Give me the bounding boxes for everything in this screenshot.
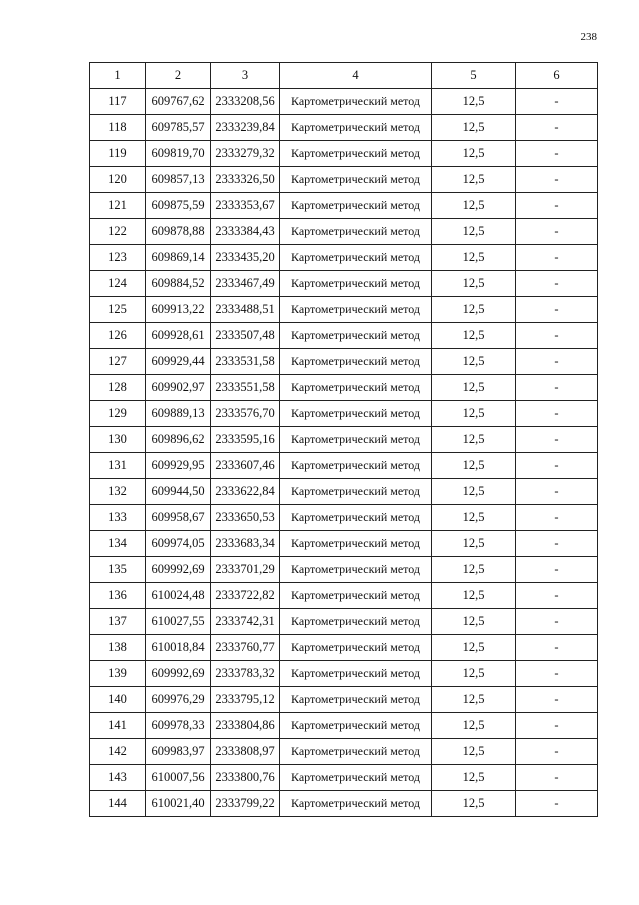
y-coordinate-cell: 2333488,51 <box>211 297 280 323</box>
method-cell: Картометрический метод <box>280 739 432 765</box>
accuracy-cell: 12,5 <box>432 739 516 765</box>
table-row <box>90 167 598 193</box>
x-coordinate-cell: 609944,50 <box>146 479 211 505</box>
x-coordinate-cell: 609913,22 <box>146 297 211 323</box>
accuracy-cell: 12,5 <box>432 193 516 219</box>
description-cell: - <box>516 297 598 323</box>
accuracy-cell: 12,5 <box>432 583 516 609</box>
x-coordinate-cell: 609889,13 <box>146 401 211 427</box>
accuracy-cell: 12,5 <box>432 531 516 557</box>
table-row <box>90 245 598 271</box>
y-coordinate-cell: 2333742,31 <box>211 609 280 635</box>
point-number-cell: 130 <box>90 427 146 453</box>
x-coordinate-cell: 609992,69 <box>146 661 211 687</box>
description-cell: - <box>516 193 598 219</box>
accuracy-cell: 12,5 <box>432 375 516 401</box>
method-cell: Картометрический метод <box>280 89 432 115</box>
description-cell: - <box>516 401 598 427</box>
accuracy-cell: 12,5 <box>432 609 516 635</box>
method-cell: Картометрический метод <box>280 687 432 713</box>
accuracy-cell: 12,5 <box>432 557 516 583</box>
y-coordinate-cell: 2333551,58 <box>211 375 280 401</box>
header-cell: 1 <box>90 63 146 89</box>
y-coordinate-cell: 2333683,34 <box>211 531 280 557</box>
point-number-cell: 134 <box>90 531 146 557</box>
accuracy-cell: 12,5 <box>432 89 516 115</box>
point-number-cell: 140 <box>90 687 146 713</box>
method-cell: Картометрический метод <box>280 245 432 271</box>
y-coordinate-cell: 2333595,16 <box>211 427 280 453</box>
method-cell: Картометрический метод <box>280 713 432 739</box>
point-number-cell: 137 <box>90 609 146 635</box>
description-cell: - <box>516 479 598 505</box>
method-cell: Картометрический метод <box>280 557 432 583</box>
y-coordinate-cell: 2333607,46 <box>211 453 280 479</box>
header-cell: 2 <box>146 63 211 89</box>
y-coordinate-cell: 2333531,58 <box>211 349 280 375</box>
table-row <box>90 687 598 713</box>
table-row <box>90 375 598 401</box>
y-coordinate-cell: 2333722,82 <box>211 583 280 609</box>
table-row <box>90 141 598 167</box>
y-coordinate-cell: 2333808,97 <box>211 739 280 765</box>
table-row <box>90 661 598 687</box>
accuracy-cell: 12,5 <box>432 479 516 505</box>
table-row <box>90 401 598 427</box>
accuracy-cell: 12,5 <box>432 167 516 193</box>
point-number-cell: 141 <box>90 713 146 739</box>
y-coordinate-cell: 2333326,50 <box>211 167 280 193</box>
table-row <box>90 739 598 765</box>
method-cell: Картометрический метод <box>280 791 432 817</box>
x-coordinate-cell: 609929,44 <box>146 349 211 375</box>
table-row <box>90 531 598 557</box>
method-cell: Картометрический метод <box>280 765 432 791</box>
table-row <box>90 453 598 479</box>
y-coordinate-cell: 2333701,29 <box>211 557 280 583</box>
method-cell: Картометрический метод <box>280 479 432 505</box>
description-cell: - <box>516 219 598 245</box>
description-cell: - <box>516 375 598 401</box>
method-cell: Картометрический метод <box>280 115 432 141</box>
table-row <box>90 505 598 531</box>
table-row <box>90 557 598 583</box>
description-cell: - <box>516 713 598 739</box>
y-coordinate-cell: 2333208,56 <box>211 89 280 115</box>
method-cell: Картометрический метод <box>280 141 432 167</box>
x-coordinate-cell: 609983,97 <box>146 739 211 765</box>
method-cell: Картометрический метод <box>280 583 432 609</box>
header-row <box>90 63 598 89</box>
accuracy-cell: 12,5 <box>432 765 516 791</box>
table-row <box>90 349 598 375</box>
point-number-cell: 133 <box>90 505 146 531</box>
accuracy-cell: 12,5 <box>432 271 516 297</box>
x-coordinate-cell: 609819,70 <box>146 141 211 167</box>
y-coordinate-cell: 2333239,84 <box>211 115 280 141</box>
point-number-cell: 123 <box>90 245 146 271</box>
point-number-cell: 132 <box>90 479 146 505</box>
table-row <box>90 713 598 739</box>
point-number-cell: 139 <box>90 661 146 687</box>
description-cell: - <box>516 531 598 557</box>
y-coordinate-cell: 2333279,32 <box>211 141 280 167</box>
accuracy-cell: 12,5 <box>432 349 516 375</box>
description-cell: - <box>516 687 598 713</box>
point-number-cell: 131 <box>90 453 146 479</box>
y-coordinate-cell: 2333622,84 <box>211 479 280 505</box>
y-coordinate-cell: 2333435,20 <box>211 245 280 271</box>
x-coordinate-cell: 609857,13 <box>146 167 211 193</box>
y-coordinate-cell: 2333576,70 <box>211 401 280 427</box>
point-number-cell: 121 <box>90 193 146 219</box>
x-coordinate-cell: 609902,97 <box>146 375 211 401</box>
description-cell: - <box>516 453 598 479</box>
method-cell: Картометрический метод <box>280 661 432 687</box>
accuracy-cell: 12,5 <box>432 297 516 323</box>
accuracy-cell: 12,5 <box>432 427 516 453</box>
description-cell: - <box>516 609 598 635</box>
table-row <box>90 219 598 245</box>
table-row <box>90 297 598 323</box>
x-coordinate-cell: 609878,88 <box>146 219 211 245</box>
description-cell: - <box>516 505 598 531</box>
x-coordinate-cell: 609785,57 <box>146 115 211 141</box>
accuracy-cell: 12,5 <box>432 219 516 245</box>
x-coordinate-cell: 609929,95 <box>146 453 211 479</box>
table-row <box>90 609 598 635</box>
description-cell: - <box>516 349 598 375</box>
y-coordinate-cell: 2333467,49 <box>211 271 280 297</box>
table-row <box>90 427 598 453</box>
accuracy-cell: 12,5 <box>432 245 516 271</box>
x-coordinate-cell: 609767,62 <box>146 89 211 115</box>
description-cell: - <box>516 557 598 583</box>
point-number-cell: 143 <box>90 765 146 791</box>
header-cell: 3 <box>211 63 280 89</box>
x-coordinate-cell: 609992,69 <box>146 557 211 583</box>
method-cell: Картометрический метод <box>280 297 432 323</box>
method-cell: Картометрический метод <box>280 505 432 531</box>
header-cell: 5 <box>432 63 516 89</box>
method-cell: Картометрический метод <box>280 219 432 245</box>
accuracy-cell: 12,5 <box>432 141 516 167</box>
point-number-cell: 144 <box>90 791 146 817</box>
description-cell: - <box>516 323 598 349</box>
point-number-cell: 136 <box>90 583 146 609</box>
method-cell: Картометрический метод <box>280 167 432 193</box>
accuracy-cell: 12,5 <box>432 453 516 479</box>
x-coordinate-cell: 610027,55 <box>146 609 211 635</box>
accuracy-cell: 12,5 <box>432 115 516 141</box>
description-cell: - <box>516 115 598 141</box>
point-number-cell: 129 <box>90 401 146 427</box>
x-coordinate-cell: 609928,61 <box>146 323 211 349</box>
x-coordinate-cell: 610024,48 <box>146 583 211 609</box>
accuracy-cell: 12,5 <box>432 791 516 817</box>
table-row <box>90 479 598 505</box>
description-cell: - <box>516 739 598 765</box>
table-row <box>90 193 598 219</box>
table-row <box>90 323 598 349</box>
x-coordinate-cell: 609884,52 <box>146 271 211 297</box>
method-cell: Картометрический метод <box>280 375 432 401</box>
point-number-cell: 127 <box>90 349 146 375</box>
table-body <box>90 89 598 817</box>
point-number-cell: 122 <box>90 219 146 245</box>
point-number-cell: 124 <box>90 271 146 297</box>
accuracy-cell: 12,5 <box>432 635 516 661</box>
point-number-cell: 117 <box>90 89 146 115</box>
method-cell: Картометрический метод <box>280 349 432 375</box>
y-coordinate-cell: 2333804,86 <box>211 713 280 739</box>
x-coordinate-cell: 609976,29 <box>146 687 211 713</box>
description-cell: - <box>516 89 598 115</box>
table-row <box>90 791 598 817</box>
y-coordinate-cell: 2333650,53 <box>211 505 280 531</box>
point-number-cell: 126 <box>90 323 146 349</box>
method-cell: Картометрический метод <box>280 635 432 661</box>
x-coordinate-cell: 609875,59 <box>146 193 211 219</box>
header-cell: 6 <box>516 63 598 89</box>
description-cell: - <box>516 141 598 167</box>
y-coordinate-cell: 2333384,43 <box>211 219 280 245</box>
description-cell: - <box>516 245 598 271</box>
x-coordinate-cell: 610021,40 <box>146 791 211 817</box>
y-coordinate-cell: 2333799,22 <box>211 791 280 817</box>
table-header <box>90 63 598 89</box>
description-cell: - <box>516 765 598 791</box>
table-row <box>90 765 598 791</box>
y-coordinate-cell: 2333353,67 <box>211 193 280 219</box>
method-cell: Картометрический метод <box>280 193 432 219</box>
table-row <box>90 271 598 297</box>
point-number-cell: 142 <box>90 739 146 765</box>
x-coordinate-cell: 609974,05 <box>146 531 211 557</box>
y-coordinate-cell: 2333760,77 <box>211 635 280 661</box>
point-number-cell: 138 <box>90 635 146 661</box>
method-cell: Картометрический метод <box>280 401 432 427</box>
accuracy-cell: 12,5 <box>432 401 516 427</box>
coordinates-table <box>89 62 598 817</box>
point-number-cell: 135 <box>90 557 146 583</box>
accuracy-cell: 12,5 <box>432 687 516 713</box>
method-cell: Картометрический метод <box>280 531 432 557</box>
page-number: 238 <box>580 31 597 43</box>
x-coordinate-cell: 609958,67 <box>146 505 211 531</box>
x-coordinate-cell: 610007,56 <box>146 765 211 791</box>
table-row <box>90 115 598 141</box>
point-number-cell: 119 <box>90 141 146 167</box>
point-number-cell: 118 <box>90 115 146 141</box>
y-coordinate-cell: 2333800,76 <box>211 765 280 791</box>
x-coordinate-cell: 610018,84 <box>146 635 211 661</box>
table-row <box>90 89 598 115</box>
description-cell: - <box>516 661 598 687</box>
header-cell: 4 <box>280 63 432 89</box>
y-coordinate-cell: 2333507,48 <box>211 323 280 349</box>
method-cell: Картометрический метод <box>280 453 432 479</box>
x-coordinate-cell: 609896,62 <box>146 427 211 453</box>
method-cell: Картометрический метод <box>280 427 432 453</box>
method-cell: Картометрический метод <box>280 271 432 297</box>
description-cell: - <box>516 635 598 661</box>
y-coordinate-cell: 2333783,32 <box>211 661 280 687</box>
x-coordinate-cell: 609978,33 <box>146 713 211 739</box>
description-cell: - <box>516 583 598 609</box>
description-cell: - <box>516 427 598 453</box>
description-cell: - <box>516 791 598 817</box>
point-number-cell: 125 <box>90 297 146 323</box>
accuracy-cell: 12,5 <box>432 661 516 687</box>
table-row <box>90 635 598 661</box>
point-number-cell: 120 <box>90 167 146 193</box>
method-cell: Картометрический метод <box>280 609 432 635</box>
accuracy-cell: 12,5 <box>432 505 516 531</box>
point-number-cell: 128 <box>90 375 146 401</box>
x-coordinate-cell: 609869,14 <box>146 245 211 271</box>
accuracy-cell: 12,5 <box>432 713 516 739</box>
accuracy-cell: 12,5 <box>432 323 516 349</box>
method-cell: Картометрический метод <box>280 323 432 349</box>
description-cell: - <box>516 167 598 193</box>
table-row <box>90 583 598 609</box>
description-cell: - <box>516 271 598 297</box>
y-coordinate-cell: 2333795,12 <box>211 687 280 713</box>
